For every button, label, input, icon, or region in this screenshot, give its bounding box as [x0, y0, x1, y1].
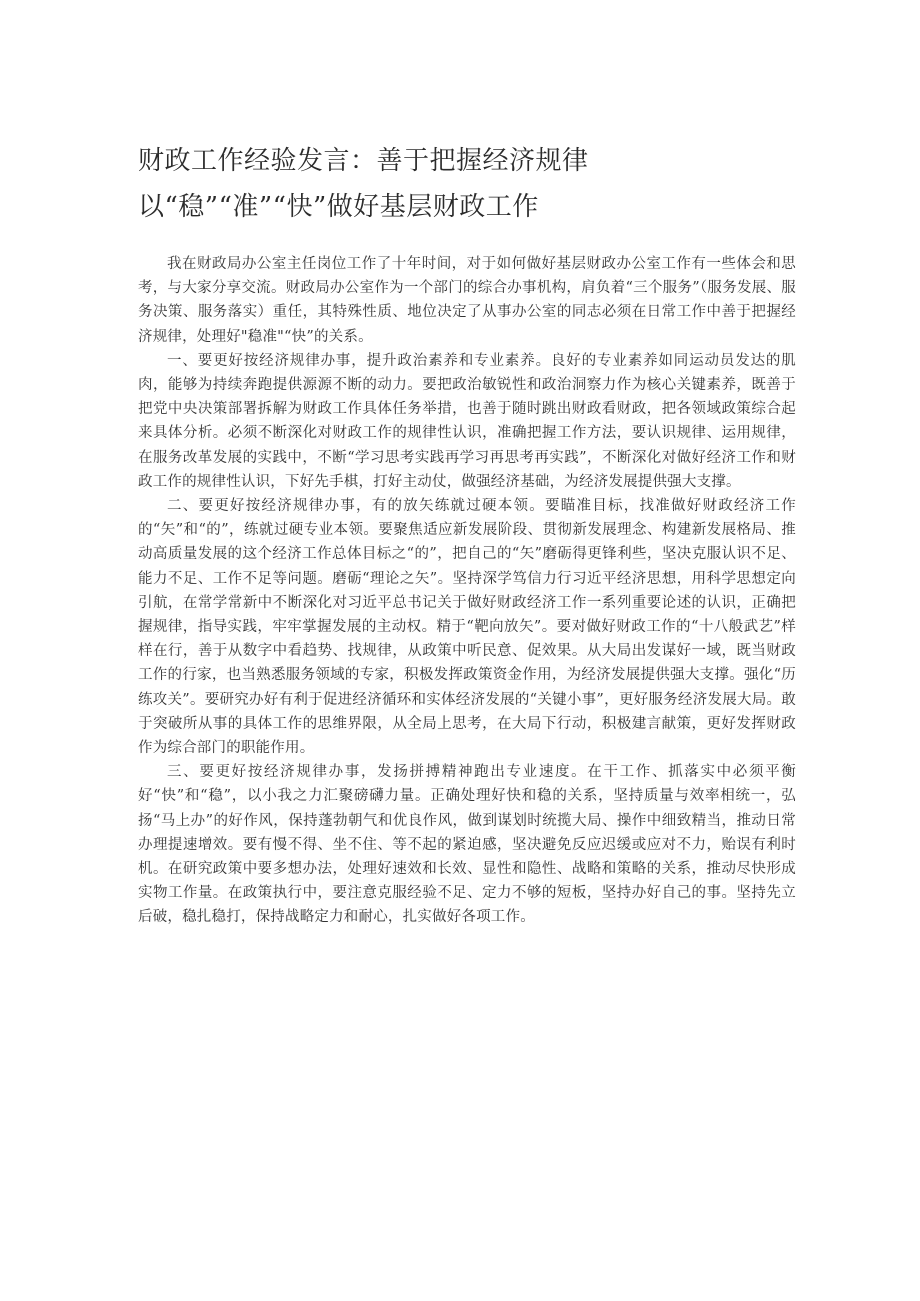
document-content: [138, 138, 796, 930]
paragraph-section-3: 三、要更好按经济规律办事，发扬拼搏精神跑出专业速度。在干工作、抓落实中必须平衡好“快”和“稳”，以小我之力汇聚磅礴力量。正确处理好快和稳的关系，坚持质量与效率相统一，弘扬“马上办”的好作风，保持蓬勃朝气和优良作风，做到谋划时统揽大局、操作中细致精当，推动日常办理提速增效。要有慢不得、坐不住、等不起的紧迫感，坚决避免反应迟缓或应对不力，贻误有利时机。在研究政策中要多想办法，处理好速效和长效、显性和隐性、战略和策略的关系，推动尽快形成实物工作量。在政策执行中，要注意克服经验不足、定力不够的短板，坚持办好自己的事。坚持先立后破，稳扎稳打，保持战略定力和耐心，扎实做好各项工作。: [138, 764, 796, 926]
paragraph-section-2: 二、要更好按经济规律办事，有的放矢练就过硬本领。要瞄准目标，找准做好财政经济工作的“矢”和“的”，练就过硬专业本领。要聚焦适应新发展阶段、贯彻新发展理念、构建新发展格局、推动高质量发展的这个经济工作总体目标之“的”，把自己的“矢”磨砺得更锋利些，坚决克服认识不足、能力不足、工作不足等问题。磨砺“理论之矢”。坚持深学笃信力行习近平经济思想，用科学思想定向引航，在常学常新中不断深化对习近平总书记关于做好财政经济工作一系列重要论述的认识，正确把握规律，指导实践，牢牢掌握发展的主动权。精于“靶向放矢”。要对做好财政工作的“十八般武艺”样样在行，善于从数字中看趋势、找规律，从政策中听民意、促效果。从大局出发谋好一域，既当财政工作的行家，也当熟悉服务领域的专家，积极发挥政策资金作用，为经济发展提供强大支撑。强化“历练攻关”。要研究办好有利于促进经济循环和实体经济发展的“关键小事”，更好服务经济发展大局。敢于突破所从事的具体工作的思维界限，从全局上思考，在大局下行动，积极建言献策，更好发挥财政作为综合部门的职能作用。: [138, 498, 796, 757]
document-body: [138, 252, 796, 930]
paragraph-section-1: 一、要更好按经济规律办事，提升政治素养和专业素养。良好的专业素养如同运动员发达的肌肉，能够为持续奔跑提供源源不断的动力。要把政治敏锐性和政治洞察力作为核心关键素养，既善于把党中央决策部署拆解为财政工作具体任务举措，也善于随时跳出财政看财政，把各领域政策综合起来具体分析。必须不断深化对财政工作的规律性认识，准确把握工作方法，要认识规律、运用规律，在服务改革发展的实践中，不断“学习思考实践再学习再思考再实践”，不断深化对做好经济工作和财政工作的规律性认识，下好先手棋，打好主动仗，做强经济基础，为经济发展提供强大支撑。: [138, 352, 796, 490]
paragraph-intro: 我在财政局办公室主任岗位工作了十年时间，对于如何做好基层财政办公室工作有一些体会和思考，与大家分享交流。财政局办公室作为一个部门的综合办事机构，肩负着“三个服务”（服务发展、服务决策、服务落实）重任，其特殊性质、地位决定了从事办公室的同志必须在日常工作中善于把握经济规律，处理好"稳准"“快”的关系。: [138, 256, 796, 345]
document-title: 财政工作经验发言：善于把握经济规律以“稳”“准”“快”做好基层财政工作: [138, 146, 589, 222]
